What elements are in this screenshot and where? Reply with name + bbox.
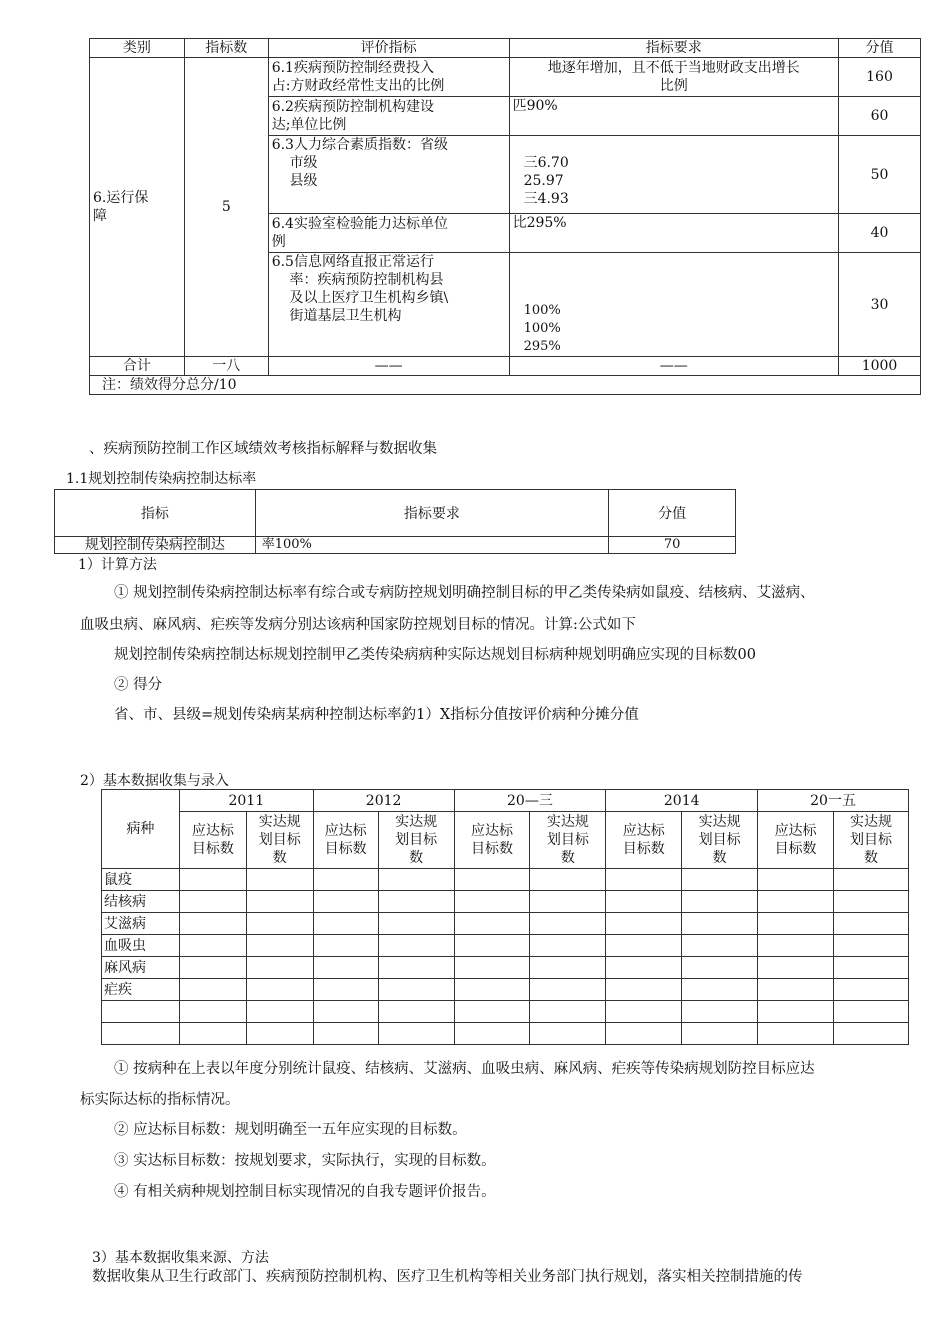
- score-6-3: 50: [839, 136, 921, 214]
- collect-heading: 2）基本数据收集与录入: [80, 773, 229, 789]
- should-reach-target-header: 应达标 目标数: [454, 812, 530, 869]
- score-6-1: 160: [839, 58, 921, 97]
- data-cell[interactable]: [758, 891, 834, 913]
- data-cell[interactable]: [606, 891, 682, 913]
- sub-title: 1.1规划控制传染病控制达标率: [66, 471, 257, 487]
- data-cell[interactable]: [454, 1001, 530, 1023]
- count-cell: 5: [184, 58, 268, 357]
- indicator-6-2: 6.2疾病预防控制机构建设 达;单位比例: [268, 97, 509, 136]
- data-cell[interactable]: [682, 1023, 758, 1045]
- data-cell[interactable]: [246, 1001, 313, 1023]
- data-cell[interactable]: [378, 891, 454, 913]
- should-reach-target-header: 应达标 目标数: [758, 812, 834, 869]
- data-cell[interactable]: [758, 869, 834, 891]
- calc-heading: 1）计算方法: [78, 557, 157, 573]
- data-cell[interactable]: [313, 913, 378, 935]
- data-cell[interactable]: [682, 979, 758, 1001]
- data-cell[interactable]: [454, 869, 530, 891]
- data-cell[interactable]: [313, 869, 378, 891]
- disease-name: 结核病: [102, 891, 180, 913]
- score-6-2: 60: [839, 97, 921, 136]
- data-cell[interactable]: [313, 1001, 378, 1023]
- disease-target-table: [101, 789, 909, 1045]
- total-dash-2: ——: [509, 357, 838, 376]
- performance-indicator-table: [89, 38, 921, 395]
- t2-indicator: 规划控制传染病控制达: [55, 537, 256, 554]
- data-cell[interactable]: [682, 957, 758, 979]
- indicator-6-5: 6.5信息网络直报正常运行 率：疾病预防控制机构县 及以上医疗卫生机构乡镇\ 街道基层卫生机构: [268, 253, 509, 357]
- data-cell[interactable]: [179, 957, 246, 979]
- note-3: ③ 实达标目标数：按规划要求，实际执行，实现的目标数。: [114, 1153, 496, 1169]
- indicator-score-table: [54, 489, 736, 554]
- data-cell[interactable]: [682, 935, 758, 957]
- table-row: [102, 935, 909, 957]
- data-cell[interactable]: [758, 957, 834, 979]
- data-cell[interactable]: [246, 957, 313, 979]
- requirement-6-5: 100% 100% 295%: [509, 253, 838, 357]
- data-cell[interactable]: [530, 935, 606, 957]
- data-cell[interactable]: [246, 935, 313, 957]
- data-cell[interactable]: [246, 979, 313, 1001]
- actual-reach-target-header: 实达规 划目标 数: [378, 812, 454, 869]
- data-cell[interactable]: [834, 935, 909, 957]
- data-cell[interactable]: [606, 1023, 682, 1045]
- data-cell[interactable]: [179, 1001, 246, 1023]
- note-1a: ① 按病种在上表以年度分别统计鼠疫、结核病、艾滋病、血吸虫病、麻风病、疟疾等传染病规划防控目标应达: [114, 1061, 815, 1077]
- data-cell[interactable]: [179, 1023, 246, 1045]
- table-note: 注：绩效得分总分/10: [90, 376, 921, 395]
- data-cell[interactable]: [179, 913, 246, 935]
- actual-reach-target-header: 实达规 划目标 数: [834, 812, 909, 869]
- total-label: 合计: [90, 357, 185, 376]
- data-cell[interactable]: [454, 979, 530, 1001]
- should-reach-target-header: 应达标 目标数: [179, 812, 246, 869]
- data-cell[interactable]: [834, 1023, 909, 1045]
- requirement-6-3: 三6.70 25.97 三4.93: [509, 136, 838, 214]
- table-row: [102, 1023, 909, 1045]
- table-row: [102, 869, 909, 891]
- data-cell[interactable]: [682, 891, 758, 913]
- data-cell[interactable]: [179, 891, 246, 913]
- data-cell[interactable]: [606, 869, 682, 891]
- data-cell[interactable]: [530, 979, 606, 1001]
- data-cell[interactable]: [682, 1001, 758, 1023]
- data-cell[interactable]: [530, 891, 606, 913]
- table-row: [102, 1001, 909, 1023]
- disease-name: 鼠疫: [102, 869, 180, 891]
- data-cell[interactable]: [378, 979, 454, 1001]
- data-cell[interactable]: [313, 1023, 378, 1045]
- table-row: [102, 913, 909, 935]
- data-cell[interactable]: [834, 913, 909, 935]
- calc-formula: 规划控制传染病控制达标规划控制甲乙类传染病病种实际达规划目标病种规划明确应实现的目标数00: [114, 647, 756, 663]
- data-cell[interactable]: [246, 1023, 313, 1045]
- section-title: 、疾病预防控制工作区域绩效考核指标解释与数据收集: [89, 441, 437, 457]
- data-cell[interactable]: [834, 957, 909, 979]
- t2-header-requirement: 指标要求: [255, 490, 608, 537]
- t2-header-indicator: 指标: [55, 490, 256, 537]
- actual-reach-target-header: 实达规 划目标 数: [682, 812, 758, 869]
- table-row: [102, 891, 909, 913]
- data-cell[interactable]: [682, 869, 758, 891]
- data-cell[interactable]: [454, 891, 530, 913]
- category-cell: 6.运行保 障: [90, 58, 185, 357]
- data-cell[interactable]: [179, 869, 246, 891]
- data-cell[interactable]: [606, 979, 682, 1001]
- data-cell[interactable]: [834, 1001, 909, 1023]
- data-cell[interactable]: [454, 913, 530, 935]
- total-count: 一八: [184, 357, 268, 376]
- header-score: 分值: [839, 39, 921, 58]
- data-cell[interactable]: [454, 957, 530, 979]
- data-cell[interactable]: [834, 869, 909, 891]
- data-cell[interactable]: [378, 935, 454, 957]
- data-cell[interactable]: [246, 913, 313, 935]
- calc-paragraph-1a: ① 规划控制传染病控制达标率有综合或专病防控规划明确控制目标的甲乙类传染病如鼠疫、结核病、艾滋病、: [114, 585, 815, 601]
- data-cell[interactable]: [606, 913, 682, 935]
- note-4: ④ 有相关病种规划控制目标实现情况的自我专题评价报告。: [114, 1184, 496, 1200]
- data-cell[interactable]: [606, 935, 682, 957]
- data-cell[interactable]: [313, 935, 378, 957]
- score-text: 省、市、县级=规划传染病某病种控制达标率釣1）X指标分值按评价病种分摊分值: [114, 707, 639, 723]
- should-reach-target-header: 应达标 目标数: [606, 812, 682, 869]
- note-2: ② 应达标目标数：规划明确至一五年应实现的目标数。: [114, 1122, 467, 1138]
- disease-name: 血吸虫: [102, 935, 180, 957]
- data-cell[interactable]: [530, 957, 606, 979]
- indicator-6-3: 6.3人力综合素质指数：省级 市级 县级: [268, 136, 509, 214]
- calc-paragraph-1b: 血吸虫病、麻风病、疟疾等发病分别达该病种国家防控规划目标的情况。计算:公式如下: [80, 617, 636, 633]
- data-cell[interactable]: [378, 913, 454, 935]
- year-2014: 2014: [606, 790, 758, 812]
- score-heading: ② 得分: [114, 677, 163, 693]
- table-row: [102, 957, 909, 979]
- t2-score: 70: [609, 537, 736, 554]
- data-cell[interactable]: [606, 957, 682, 979]
- actual-reach-target-header: 实达规 划目标 数: [246, 812, 313, 869]
- data-cell[interactable]: [313, 891, 378, 913]
- data-cell[interactable]: [454, 935, 530, 957]
- disease-name: [102, 1023, 180, 1045]
- data-cell[interactable]: [246, 891, 313, 913]
- header-category: 类别: [90, 39, 185, 58]
- year-2012: 2012: [313, 790, 454, 812]
- year-2011: 2011: [179, 790, 313, 812]
- data-cell[interactable]: [530, 869, 606, 891]
- disease-header: 病种: [102, 790, 180, 869]
- data-cell[interactable]: [179, 979, 246, 1001]
- disease-name: 麻风病: [102, 957, 180, 979]
- data-cell[interactable]: [179, 935, 246, 957]
- data-cell[interactable]: [530, 1001, 606, 1023]
- data-cell[interactable]: [834, 979, 909, 1001]
- year-2013: 20—三: [454, 790, 606, 812]
- header-indicator: 评价指标: [268, 39, 509, 58]
- data-cell[interactable]: [313, 957, 378, 979]
- data-cell[interactable]: [378, 869, 454, 891]
- data-cell[interactable]: [378, 1001, 454, 1023]
- t2-header-score: 分值: [609, 490, 736, 537]
- indicator-6-4: 6.4实验室检验能力达标单位 例: [268, 214, 509, 253]
- t2-requirement: 率100%: [255, 537, 608, 554]
- should-reach-target-header: 应达标 目标数: [313, 812, 378, 869]
- data-cell[interactable]: [530, 1023, 606, 1045]
- data-cell[interactable]: [378, 1023, 454, 1045]
- actual-reach-target-header: 实达规 划目标 数: [530, 812, 606, 869]
- total-score: 1000: [839, 357, 921, 376]
- data-cell[interactable]: [758, 1001, 834, 1023]
- requirement-6-4: 比295%: [509, 214, 838, 253]
- requirement-6-2: 匹90%: [509, 97, 838, 136]
- data-cell[interactable]: [606, 1001, 682, 1023]
- data-cell[interactable]: [758, 979, 834, 1001]
- header-count: 指标数: [184, 39, 268, 58]
- score-6-5: 30: [839, 253, 921, 357]
- disease-name: 疟疾: [102, 979, 180, 1001]
- indicator-6-1: 6.1疾病预防控制经费投入 占:方财政经常性支出的比例: [268, 58, 509, 97]
- data-cell[interactable]: [758, 1023, 834, 1045]
- data-cell[interactable]: [378, 957, 454, 979]
- disease-name: [102, 1001, 180, 1023]
- source-text: 数据收集从卫生行政部门、疾病预防控制机构、医疗卫生机构等相关业务部门执行规划，落实相关控制措施的传: [92, 1269, 803, 1285]
- year-2015: 20一五: [758, 790, 909, 812]
- data-cell[interactable]: [758, 935, 834, 957]
- disease-name: 艾滋病: [102, 913, 180, 935]
- header-requirement: 指标要求: [509, 39, 838, 58]
- score-6-4: 40: [839, 214, 921, 253]
- table-row: [102, 979, 909, 1001]
- data-cell[interactable]: [834, 891, 909, 913]
- data-cell[interactable]: [454, 1023, 530, 1045]
- data-cell[interactable]: [313, 979, 378, 1001]
- data-cell[interactable]: [530, 913, 606, 935]
- data-cell[interactable]: [682, 913, 758, 935]
- data-cell[interactable]: [758, 913, 834, 935]
- note-1b: 标实际达标的指标情况。: [80, 1092, 240, 1108]
- source-heading: 3）基本数据收集来源、方法: [92, 1250, 269, 1266]
- requirement-6-1: 地逐年增加，且不低于当地财政支出增长 比例: [509, 58, 838, 97]
- total-dash-1: ——: [268, 357, 509, 376]
- data-cell[interactable]: [246, 869, 313, 891]
